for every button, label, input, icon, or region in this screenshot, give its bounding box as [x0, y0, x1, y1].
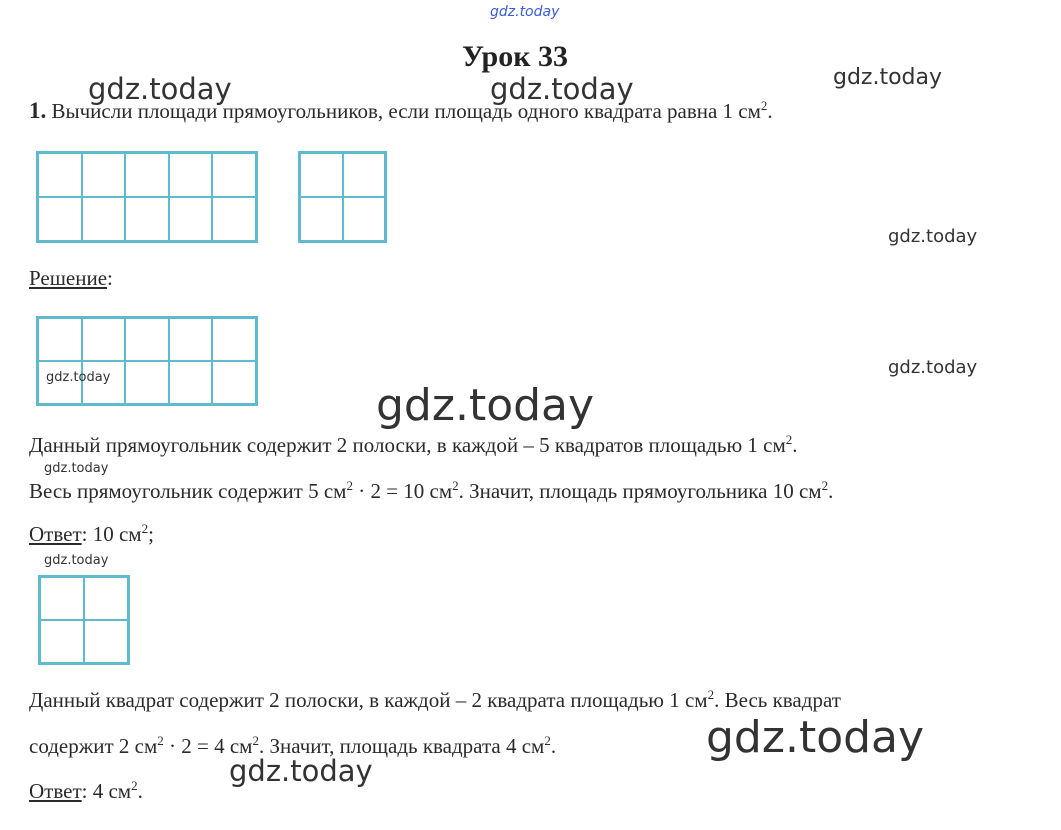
grid-cell [40, 620, 84, 663]
line2-text-a: Весь прямоугольник содержит 5 см [29, 479, 347, 503]
line4-end: . [550, 734, 557, 758]
grid-cell [169, 153, 213, 197]
lesson-title: Урок 33 [461, 40, 569, 73]
solution-line-2 [29, 479, 833, 504]
answer-2 [29, 779, 143, 804]
watermark: gdz.today [490, 72, 634, 106]
grid-cell [84, 620, 128, 663]
grid-cell [125, 153, 169, 197]
grid-cell [212, 361, 256, 404]
line4-text-b: · 2 = 4 см [163, 734, 253, 758]
line4-text-a: содержит 2 см [29, 734, 158, 758]
watermark: gdz.today [833, 65, 943, 90]
grid-cell [38, 153, 82, 197]
watermark: gdz.today [229, 754, 373, 788]
solution-line-3 [29, 688, 841, 713]
line3-end: . Весь квадрат [714, 688, 841, 712]
site-watermark-top: gdz.today [490, 4, 560, 20]
watermark: gdz.today [376, 380, 595, 431]
rectangle-2x2-figure [298, 151, 387, 243]
solution-heading [29, 266, 113, 291]
grid-cell [38, 318, 82, 361]
line4-sup-3: 2 [544, 733, 551, 748]
grid-cell [82, 153, 126, 197]
watermark: gdz.today [888, 357, 978, 378]
grid-cell [125, 361, 169, 404]
line1-sup: 2 [785, 432, 793, 447]
grid-cell [82, 197, 126, 241]
solution-rectangle-figure [36, 316, 258, 406]
line4-sup-1: 2 [157, 733, 164, 748]
grid-cell [169, 361, 213, 404]
line2-text-c: . Значит, площадь прямоугольника 10 см [458, 479, 822, 503]
grid-cell [212, 153, 256, 197]
watermark: gdz.today [88, 72, 232, 106]
rectangle-2x5-figure [36, 151, 258, 243]
grid-cell [300, 197, 343, 241]
watermark: gdz.today [706, 712, 925, 763]
grid-cell [212, 318, 256, 361]
line4-sup-2: 2 [252, 733, 259, 748]
line3-sup: 2 [707, 687, 715, 702]
solution-heading-colon: : [107, 266, 113, 290]
task-end: . [767, 99, 773, 123]
line2-sup-3: 2 [821, 478, 829, 493]
line2-text-b: · 2 = 10 см [352, 479, 453, 503]
grid-cell [125, 318, 169, 361]
grid-cell [125, 197, 169, 241]
line2-end: . [828, 479, 834, 503]
answer-1-value: : 10 см [81, 522, 142, 546]
grid-cell [212, 197, 256, 241]
line2-sup-1: 2 [346, 478, 353, 493]
grid-cell [169, 318, 213, 361]
task-number: 1. [29, 98, 47, 123]
answer-1-end: ; [148, 522, 154, 546]
grid-cell [343, 197, 386, 241]
grid-cell [169, 197, 213, 241]
grid-cell [84, 577, 128, 620]
grid-cell [82, 318, 126, 361]
line1-end: . [792, 433, 798, 457]
solution-line-1 [29, 433, 798, 458]
solution-heading-label: Решение [29, 266, 108, 290]
line1-text: Данный прямоугольник содержит 2 полоски, в каждой – 5 квадратов площадью 1 см [29, 433, 786, 457]
grid-cell [343, 153, 386, 197]
solution-square-figure [38, 575, 130, 665]
line4-text-c: . Значит, площадь квадрата 4 см [258, 734, 545, 758]
grid-cell [38, 197, 82, 241]
answer-1-label: Ответ [29, 522, 82, 546]
task-text: Вычисли площади прямоугольников, если площадь одного квадрата равна 1 см [51, 99, 761, 123]
answer-2-value: : 4 см [81, 779, 132, 803]
answer-2-label: Ответ [29, 779, 82, 803]
watermark: gdz.today [46, 370, 111, 385]
task-sup: 2 [760, 98, 768, 113]
answer-1-sup: 2 [141, 521, 149, 536]
grid-cell [40, 577, 84, 620]
line2-sup-2: 2 [452, 478, 459, 493]
grid-cell [300, 153, 343, 197]
answer-2-sup: 2 [131, 778, 138, 793]
watermark: gdz.today [44, 553, 109, 568]
answer-1 [29, 522, 154, 547]
answer-2-end: . [137, 779, 143, 803]
line3-text: Данный квадрат содержит 2 полоски, в каждой – 2 квадрата площадью 1 см [29, 688, 708, 712]
watermark: gdz.today [44, 461, 109, 476]
watermark: gdz.today [888, 226, 978, 247]
